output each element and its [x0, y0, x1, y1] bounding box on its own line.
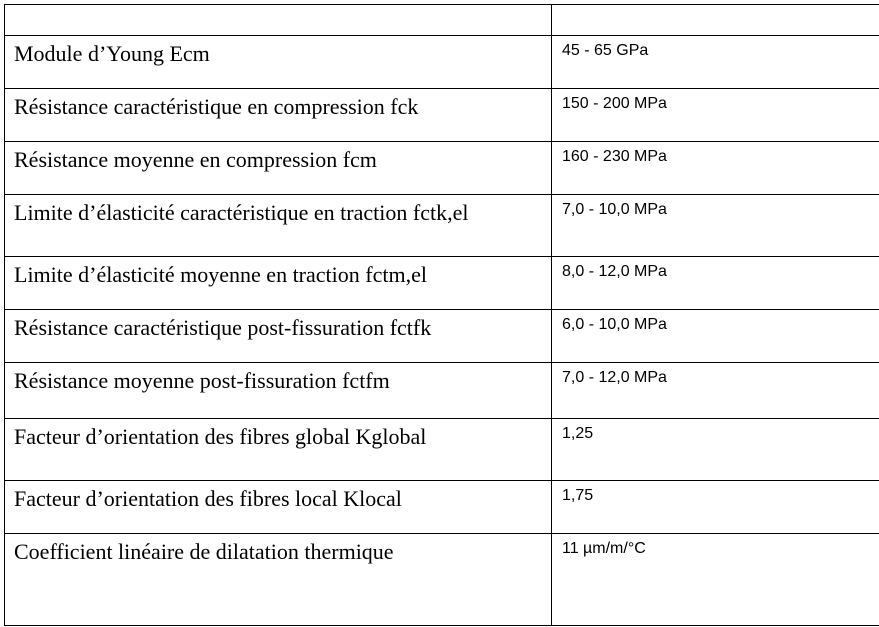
- property-label: Résistance caractéristique post-fissuration fctfk: [5, 310, 552, 363]
- property-label: Facteur d’orientation des fibres local Klocal: [5, 481, 552, 534]
- table-row: [5, 36, 879, 89]
- table-row: [5, 142, 879, 195]
- property-value: 7,0 - 10,0 MPa: [552, 195, 879, 257]
- property-label: Résistance moyenne en compression fcm: [5, 142, 552, 195]
- table-row: [5, 419, 879, 481]
- property-value: 6,0 - 10,0 MPa: [552, 310, 879, 363]
- property-value: 11 µm/m/°C: [552, 534, 879, 626]
- property-label: Module d’Young Ecm: [5, 36, 552, 89]
- header-cell-value: [552, 5, 879, 36]
- property-label: Limite d’élasticité moyenne en traction fctm,el: [5, 257, 552, 310]
- properties-table: [4, 4, 879, 626]
- property-value: 8,0 - 12,0 MPa: [552, 257, 879, 310]
- property-label: Facteur d’orientation des fibres global Kglobal: [5, 419, 552, 481]
- table-row: [5, 310, 879, 363]
- table-row: [5, 363, 879, 419]
- property-value: 160 - 230 MPa: [552, 142, 879, 195]
- property-value: 150 - 200 MPa: [552, 89, 879, 142]
- header-cell-property: [5, 5, 552, 36]
- table-row: [5, 481, 879, 534]
- property-label: Limite d’élasticité caractéristique en traction fctk,el: [5, 195, 552, 257]
- table-header-row: [5, 5, 879, 36]
- property-label: Résistance caractéristique en compression fck: [5, 89, 552, 142]
- table-row: [5, 89, 879, 142]
- table-row: [5, 257, 879, 310]
- property-label: Coefficient linéaire de dilatation thermique: [5, 534, 552, 626]
- property-label: Résistance moyenne post-fissuration fctfm: [5, 363, 552, 419]
- table-row: [5, 195, 879, 257]
- table-row: [5, 534, 879, 626]
- property-value: 1,75: [552, 481, 879, 534]
- property-value: 45 - 65 GPa: [552, 36, 879, 89]
- property-value: 1,25: [552, 419, 879, 481]
- property-value: 7,0 - 12,0 MPa: [552, 363, 879, 419]
